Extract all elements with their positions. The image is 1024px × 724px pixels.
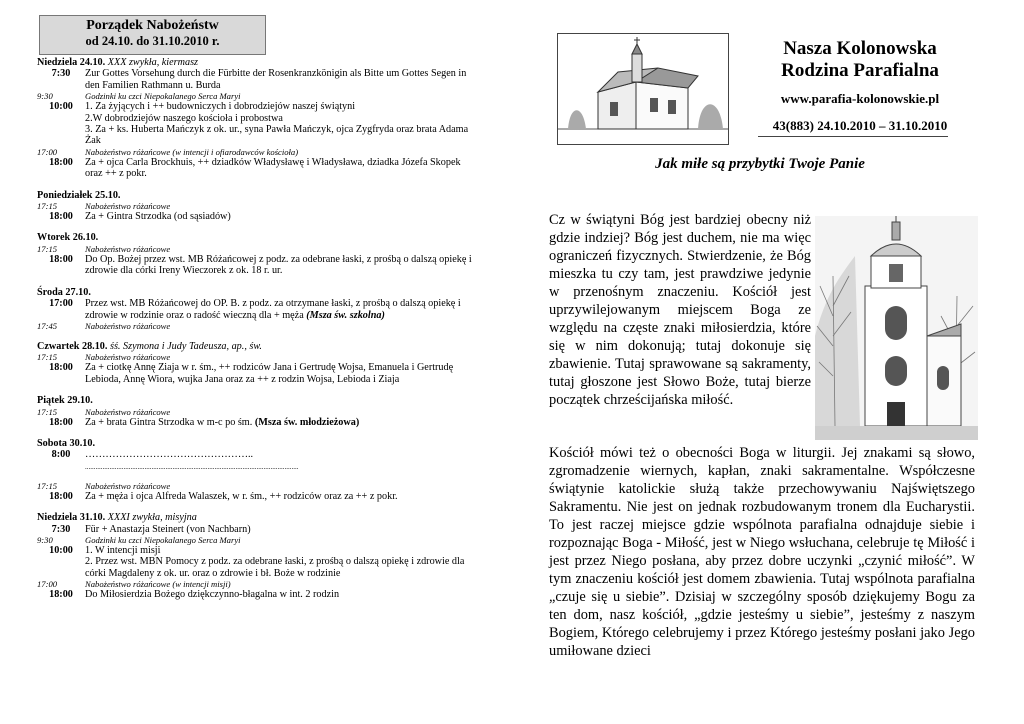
schedule-entry: 17:15 Nabożeństwo różańcowe <box>37 352 171 363</box>
schedule-entry: 8:00 ………………………………………….. <box>51 449 254 461</box>
church-photo <box>815 216 978 440</box>
schedule-entry: 10:00 1. W intencji misji 2. Przez wst. MBN Pomocy z podz. za odebrane łaski, z prośbą o dalszą opiekę i zdrowie dla córki Magdaleny z ok. ur. oraz o zdrowie i bł. Boże w rodzinie <box>49 544 465 579</box>
schedule-title: Porządek Nabożeństw <box>86 18 219 33</box>
schedule-entry: 9:30 Godzinki ku czci Niepokalanego Serca Maryi <box>37 91 241 102</box>
issue-number: 43(883) 24.10.2010 – 31.10.2010 <box>772 118 948 133</box>
schedule-entry: 17:15 Nabożeństwo różańcowe <box>37 406 171 417</box>
day-heading: Piątek 29.10. <box>37 395 93 407</box>
day-heading: Czwartek 28.10. śś. Szymona i Judy Tadeusza, ap., św. <box>37 340 262 352</box>
article-paragraph-1: Cz w świątyni Bóg jest bardziej obecny niż gdzie indziej? Bóg jest duchem, nie ma więc ograniczeń fizycznych. Stwierdzenie, że Bóg mieszka tu czy tam, jest prawdziwe jedynie w przenośnym znaczeniu. Kościół jest uprzywilejowanym miejscem Boga ze względu na częste znaki miłosierdzia, które się w nim dokonują; tutaj dokonuje się zbawienie. Tutaj sprawowane są sakramenty, tutaj głoszone jest Słowo Boże, tutaj bierze początek chrześcijańska miłość. <box>549 212 811 408</box>
schedule-entry: 7:30 Für + Anastazja Steinert (von Nachbarn) <box>51 523 251 535</box>
parish-url: www.parafia-kolonowskie.pl <box>780 91 940 106</box>
schedule-entry: 18:00 Za + męża i ojca Alfreda Walaszek, w r. śm., ++ rodziców oraz za ++ z pokr. <box>49 490 398 502</box>
schedule-entry: 17:45 Nabożeństwo różańcowe <box>37 320 171 331</box>
schedule-entry: 17:15 Nabożeństwo różańcowe <box>37 201 171 212</box>
article-paragraph-2: Kościół mówi też o obecności Boga w liturgii. Jej znakami są słowo, zgromadzenie wiernych, kapłan, znaki sakramentalne. Współczesne świątynie katolickie służą także przechowywaniu Najświętszego Sakramentu. Nie jest on jednak rozbudowanym tronem dla Eucharystii. To jest raczej miejsce gdzie wspólnota parafialna odnajduje siebie i rozpoznając Boga - Miłość, jest w Niego wsłuchana, celebruje tę Miłość i jest przez Niego posłana, aby przez dobre uczynki „czynić miłość”. W tym znaczeniu kościół jest domem zbawienia. Tutaj wspólnota parafialna „czuje się u siebie”. Dzisiaj w szczególny sposób dziękujemy Bogu za ten dom, nasz kościół, „gdzie jesteśmy u siebie”, jesteśmy z naszym Bogiem, Którego celebrujemy i przez Którego jesteśmy posłani jako Jego umiłowane dzieci <box>549 445 975 659</box>
schedule-entry: 18:00 Za + brata Gintra Strzodka w m-c po śm. (Msza św. młodzieżowa) <box>49 416 360 428</box>
schedule-blank-line: .......................................................................................................................... <box>85 462 299 471</box>
schedule-entry: 10:00 1. Za żyjących i ++ budowniczych i dobrodziejów naszej świątyni 2.W dobrodziejów naszego kościoła i probostwa 3. Za + ks. Huberta Mańczyk z ok. ur., syna Pawła Mańczyk, ojca Zygfryda oraz brata Adama Żak <box>49 101 469 147</box>
schedule-entry: 7:30 Zur Gottes Vorsehung durch die Fürbitte der Rosenkranzkönigin als Bitte um Gottes Segen in den Familien Rathmann u. Burda <box>51 68 467 91</box>
schedule-entry: 18:00 Za + Gintra Strzodka (od sąsiadów) <box>49 211 231 223</box>
schedule-entry: 17:00 Przez wst. MB Różańcowej do OP. B. z podz. za otrzymane łaski, z prośbą o dalszą opiekę i zdrowie w rodzinie oraz o radość wieczną dla + męża (Msza św. szkolna) <box>49 298 461 321</box>
day-heading: Poniedziałek 25.10. <box>37 189 121 201</box>
schedule-entry: 17:15 Nabożeństwo różańcowe <box>37 480 171 491</box>
schedule-dates: od 24.10. do 31.10.2010 r. <box>85 34 220 48</box>
day-heading: Niedziela 31.10. XXXI zwykła, misyjna <box>37 512 197 524</box>
schedule-entry: 18:00 Za + ojca Carla Brockhuis, ++ dziadków Władysławę i Władysława, dziadka Józefa Skopek oraz ++ z pokr. <box>49 156 461 180</box>
schedule-entry: 18:00 Za + ciotkę Annę Ziaja w r. śm., ++ rodziców Jana i Gertrudę Wojsa, Emanuela i Gertrudę Lebioda, Annę Wiora, wujka Jana oraz za ++ z rodzin Wojsa, Lebioda i Ziaja <box>49 362 454 385</box>
day-heading: Niedziela 24.10. XXX zwykła, kiermasz <box>37 57 199 68</box>
schedule-header-box <box>39 15 266 55</box>
schedule-entry: 17:15 Nabożeństwo różańcowe <box>37 243 171 254</box>
day-heading: Środa 27.10. <box>37 286 91 298</box>
schedule-entry: 18:00 Do Miłosierdzia Bożego dziękczynno-błagalna w int. 2 rodzin <box>49 589 340 601</box>
divider <box>758 136 948 137</box>
day-heading: Sobota 30.10. <box>37 437 96 449</box>
motto: Jak miłe są przybytki Twoje Panie <box>655 156 865 172</box>
bulletin-title: Nasza Kolonowska Rodzina Parafialna <box>781 38 939 81</box>
schedule-entry: 9:30 Godzinki ku czci Niepokalanego Serca Maryi <box>37 534 241 545</box>
day-heading: Wtorek 26.10. <box>37 232 99 244</box>
schedule-entry: 18:00 Do Op. Bożej przez wst. MB Różańcowej z podz. za odebrane łaski, z prośbą o dalszą opiekę i zdrowie dla córki Ireny Wieczorek z ok. 18 r. ur. <box>49 253 472 277</box>
mass-schedule <box>37 57 479 601</box>
schedule-entry: 17:00 Nabożeństwo różańcowe (w intencji i ofiarodawców kościoła) <box>37 146 299 157</box>
church-illustration <box>557 33 729 145</box>
schedule-entry: 17:00 Nabożeństwo różańcowe (w intencji misji) <box>37 579 231 590</box>
